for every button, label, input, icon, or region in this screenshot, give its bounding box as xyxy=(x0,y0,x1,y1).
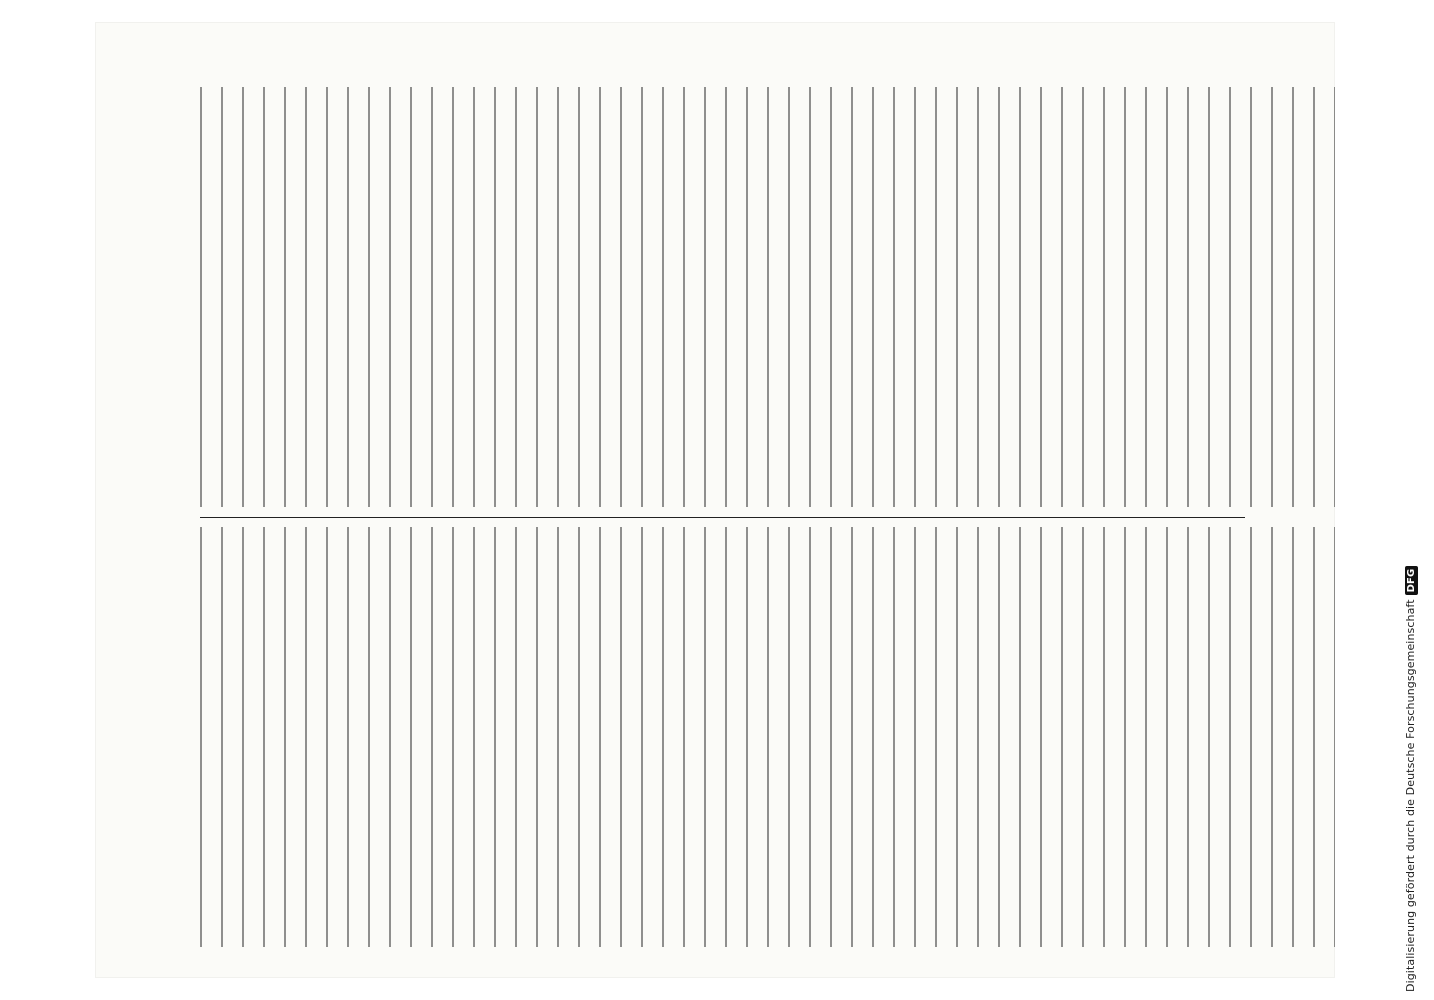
text-column-lower xyxy=(200,527,1335,947)
column-divider xyxy=(200,517,1245,518)
scanned-page xyxy=(95,22,1335,978)
credit-text: Digitalisierung gefördert durch die Deutsche Forschungsgemeinschaft xyxy=(1404,599,1417,992)
dfg-logo-icon: DFG xyxy=(1405,566,1418,596)
page-canvas xyxy=(95,22,1335,978)
digitization-credit xyxy=(1404,566,1418,992)
text-column-upper xyxy=(200,87,1335,507)
